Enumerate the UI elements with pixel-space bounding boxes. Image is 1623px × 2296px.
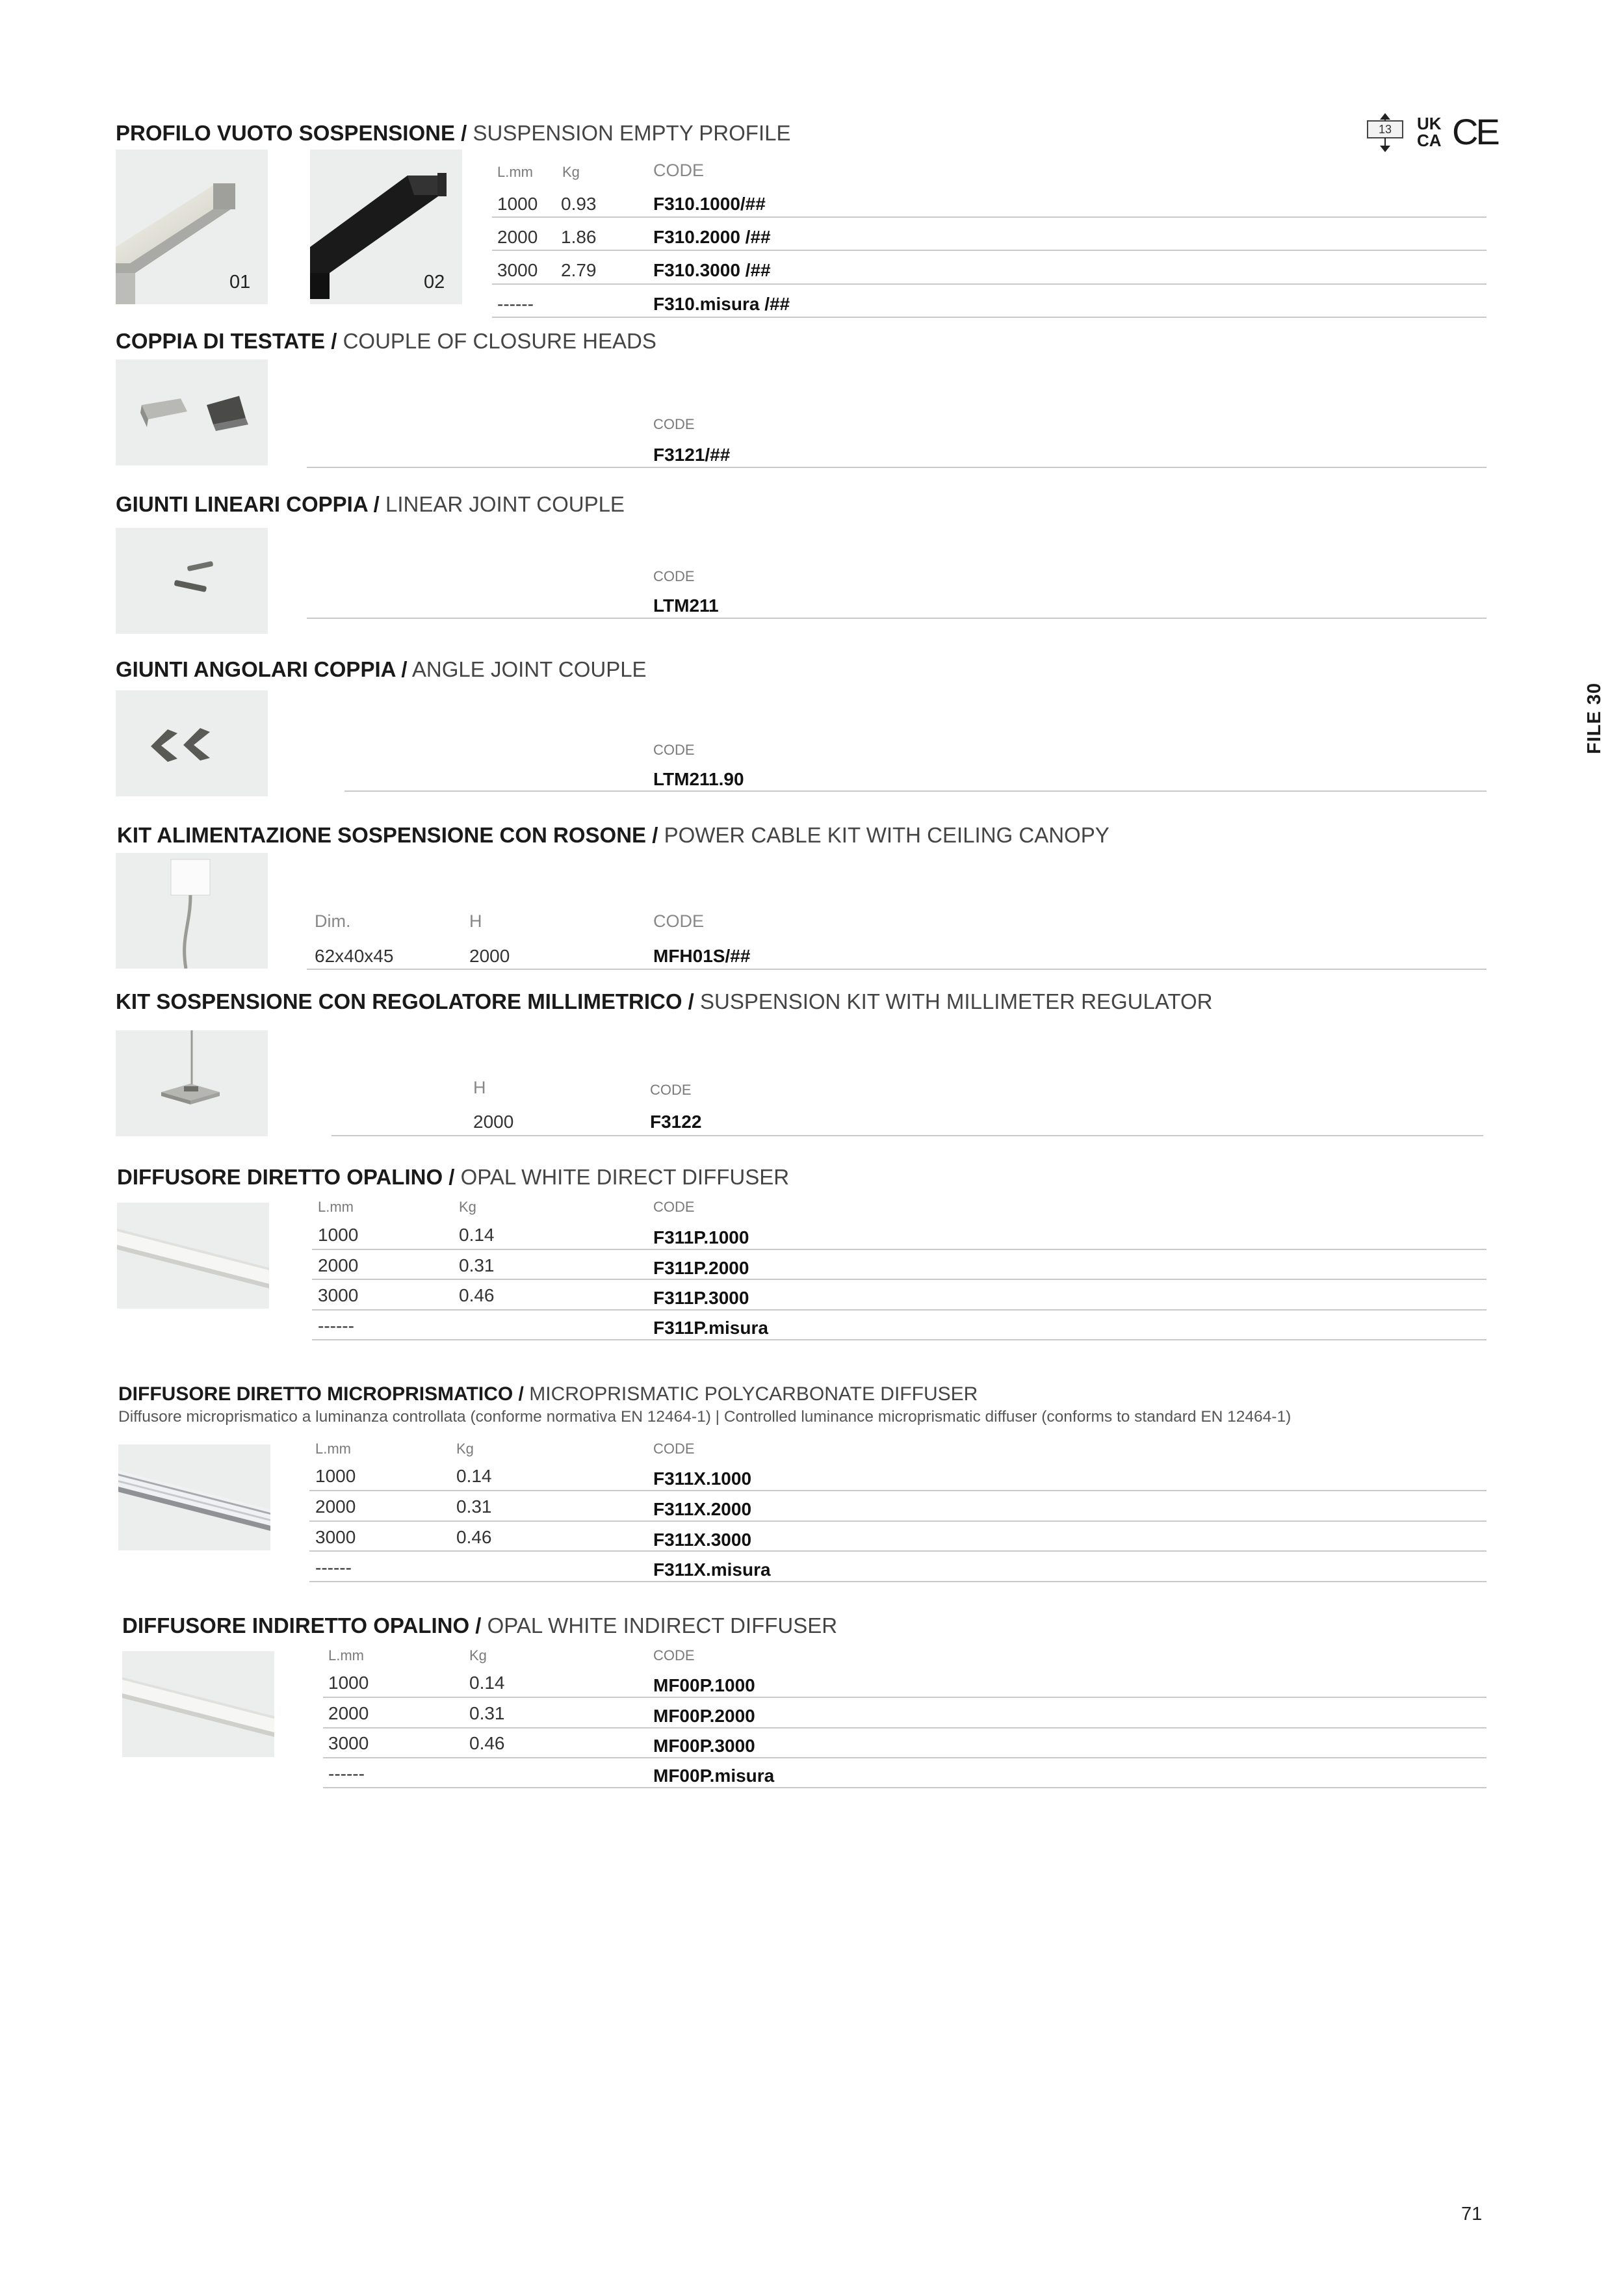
- ukca-mark-top: UK: [1417, 114, 1442, 133]
- row-code: MFH01S/##: [653, 946, 751, 966]
- row-length: 2000: [497, 227, 538, 247]
- row-divider: [312, 1339, 1487, 1340]
- title-it: COPPIA DI TESTATE /: [116, 329, 337, 353]
- row-divider: [307, 467, 1487, 468]
- row-length: 2000: [318, 1255, 359, 1275]
- section-title-suspension-kit: [116, 989, 1212, 1014]
- product-image-opal-indirect: [122, 1651, 274, 1757]
- col-header-kg: Kg: [459, 1199, 476, 1215]
- row-kg: 0.93: [561, 194, 597, 214]
- col-header-h: H: [469, 911, 482, 931]
- row-length: 3000: [318, 1285, 359, 1305]
- col-header-code: CODE: [653, 911, 705, 931]
- col-header-code: CODE: [653, 161, 705, 180]
- image-label-01: 01: [229, 272, 251, 293]
- row-length: ------: [318, 1316, 354, 1336]
- title-it: PROFILO VUOTO SOSPENSIONE /: [116, 121, 467, 145]
- col-header-kg: Kg: [456, 1441, 474, 1457]
- row-code: F311P.misura: [653, 1318, 768, 1338]
- col-header-code: CODE: [653, 1647, 695, 1663]
- product-image-angle-joint: [116, 690, 268, 796]
- row-divider: [309, 1520, 1487, 1522]
- row-code: F310.3000 /##: [653, 260, 771, 280]
- row-divider: [309, 1581, 1487, 1582]
- cert-marks: [1365, 111, 1498, 153]
- col-header-length: L.mm: [497, 164, 533, 180]
- row-divider: [307, 618, 1487, 619]
- row-divider: [312, 1249, 1487, 1250]
- section-title-power-kit: [117, 823, 1110, 848]
- title-it: KIT ALIMENTAZIONE SOSPENSIONE CON ROSONE /: [117, 823, 658, 847]
- row-length: ------: [497, 294, 534, 314]
- row-kg: 0.31: [456, 1496, 492, 1517]
- row-length: 1000: [497, 194, 538, 214]
- section-title-linear-joint: [116, 492, 625, 517]
- side-label: FILE 30: [1584, 682, 1605, 754]
- section-subtitle: Diffusore microprismatico a luminanza controllata (conforme normativa EN 12464-1) | Controlled luminance microprismatic diffuser (conforms to standard EN 12464-1): [118, 1408, 1292, 1426]
- col-header-dim: Dim.: [315, 911, 351, 931]
- product-image-linear-joint: [116, 528, 268, 634]
- product-image-profile-black: [310, 150, 462, 304]
- page-number: 71: [1461, 2204, 1483, 2224]
- row-code: F310.1000/##: [653, 194, 766, 214]
- product-image-microprismatic: [118, 1444, 270, 1550]
- row-code: MF00P.3000: [653, 1736, 755, 1756]
- col-header-h: H: [473, 1078, 486, 1097]
- section-title-empty-profile: [116, 121, 791, 146]
- col-header-code: CODE: [653, 742, 695, 758]
- title-en: OPAL WHITE DIRECT DIFFUSER: [460, 1165, 790, 1189]
- row-divider: [492, 317, 1487, 318]
- row-kg: 0.31: [469, 1703, 505, 1723]
- title-it: KIT SOSPENSIONE CON REGOLATORE MILLIMETRICO /: [116, 989, 694, 1013]
- row-code: F311X.1000: [653, 1468, 752, 1489]
- ukca-mark-bottom: CA: [1417, 131, 1442, 150]
- row-divider: [323, 1757, 1487, 1758]
- row-divider: [492, 250, 1487, 251]
- row-code: F310.2000 /##: [653, 227, 771, 247]
- col-header-length: L.mm: [315, 1441, 351, 1457]
- product-image-closure-heads: [116, 359, 268, 465]
- title-it: GIUNTI LINEARI COPPIA /: [116, 492, 380, 516]
- title-it: DIFFUSORE INDIRETTO OPALINO /: [122, 1613, 482, 1637]
- row-length: 1000: [328, 1673, 369, 1693]
- title-it: DIFFUSORE DIRETTO MICROPRISMATICO /: [118, 1383, 524, 1405]
- row-code: F310.misura /##: [653, 294, 790, 314]
- row-length: 3000: [315, 1527, 356, 1547]
- row-kg: 0.14: [469, 1673, 505, 1693]
- row-divider: [312, 1309, 1487, 1311]
- col-header-length: L.mm: [328, 1647, 364, 1663]
- col-header-code: CODE: [650, 1082, 692, 1098]
- section-title-closure-heads: [116, 329, 656, 354]
- title-en: OPAL WHITE INDIRECT DIFFUSER: [487, 1613, 838, 1637]
- row-length: 3000: [328, 1733, 369, 1753]
- product-image-suspension-kit: [116, 1030, 268, 1136]
- row-code: LTM211: [653, 595, 719, 616]
- product-image-opal-direct: [117, 1203, 269, 1309]
- row-length: 1000: [315, 1466, 356, 1486]
- row-code: LTM211.90: [653, 769, 744, 789]
- row-dim: 62x40x45: [315, 946, 394, 966]
- section-title-opal-indirect: [122, 1613, 837, 1638]
- row-code: MF00P.misura: [653, 1766, 775, 1786]
- row-kg: 0.46: [456, 1527, 492, 1547]
- row-code: MF00P.1000: [653, 1675, 755, 1695]
- row-divider: [344, 790, 1487, 792]
- product-image-profile-white: [116, 150, 268, 304]
- row-code: F311P.3000: [653, 1288, 749, 1308]
- row-code: F3122: [650, 1112, 702, 1132]
- row-length: ------: [315, 1558, 352, 1578]
- row-divider: [492, 216, 1487, 218]
- row-length: 3000: [497, 260, 538, 280]
- ce-mark: CE: [1452, 111, 1498, 152]
- row-kg: 0.14: [456, 1466, 492, 1486]
- image-label-02: 02: [424, 272, 445, 293]
- row-code: F311X.misura: [653, 1559, 771, 1580]
- row-kg: 0.46: [469, 1733, 505, 1753]
- col-header-code: CODE: [653, 1441, 695, 1457]
- row-divider: [323, 1697, 1487, 1698]
- col-header-code: CODE: [653, 416, 695, 432]
- section-title-angle-joint: [116, 657, 647, 682]
- title-en: ANGLE JOINT COUPLE: [411, 657, 647, 681]
- row-kg: 0.31: [459, 1255, 495, 1275]
- title-en: MICROPRISMATIC POLYCARBONATE DIFFUSER: [529, 1383, 978, 1405]
- row-code: F311P.2000: [653, 1258, 749, 1278]
- section-title-opal-direct: [117, 1165, 789, 1190]
- row-code: MF00P.2000: [653, 1706, 755, 1726]
- product-image-power-kit: [116, 853, 268, 969]
- title-it: DIFFUSORE DIRETTO OPALINO /: [117, 1165, 455, 1189]
- title-en: SUSPENSION KIT WITH MILLIMETER REGULATOR: [700, 989, 1213, 1013]
- row-kg: 2.79: [561, 260, 597, 280]
- row-kg: 1.86: [561, 227, 597, 247]
- row-divider: [492, 283, 1487, 285]
- row-h: 2000: [469, 946, 510, 966]
- title-en: COUPLE OF CLOSURE HEADS: [343, 329, 656, 353]
- height-badge-number: 13: [1378, 123, 1392, 136]
- row-kg: 0.14: [459, 1225, 495, 1245]
- row-code: F311X.3000: [653, 1530, 752, 1550]
- row-divider: [331, 1135, 1483, 1136]
- row-length: 1000: [318, 1225, 359, 1245]
- col-header-kg: Kg: [469, 1647, 487, 1663]
- title-en: SUSPENSION EMPTY PROFILE: [473, 121, 791, 145]
- col-header-code: CODE: [653, 1199, 695, 1215]
- row-code: F311P.1000: [653, 1227, 749, 1247]
- title-en: LINEAR JOINT COUPLE: [385, 492, 625, 516]
- col-header-code: CODE: [653, 568, 695, 584]
- title-en: POWER CABLE KIT WITH CEILING CANOPY: [664, 823, 1110, 847]
- row-length: 2000: [315, 1496, 356, 1517]
- col-header-length: L.mm: [318, 1199, 354, 1215]
- section-title-microprismatic: [118, 1383, 978, 1405]
- row-kg: 0.46: [459, 1285, 495, 1305]
- row-divider: [309, 1490, 1487, 1491]
- row-divider: [309, 1550, 1487, 1552]
- row-divider: [307, 969, 1487, 970]
- row-length: 2000: [328, 1703, 369, 1723]
- row-length: ------: [328, 1764, 365, 1784]
- row-divider: [312, 1279, 1487, 1280]
- row-code: F3121/##: [653, 445, 731, 465]
- col-header-kg: Kg: [562, 164, 580, 180]
- row-h: 2000: [473, 1112, 514, 1132]
- row-divider: [323, 1727, 1487, 1729]
- row-divider: [323, 1787, 1487, 1788]
- row-code: F311X.2000: [653, 1499, 752, 1519]
- title-it: GIUNTI ANGOLARI COPPIA /: [116, 657, 408, 681]
